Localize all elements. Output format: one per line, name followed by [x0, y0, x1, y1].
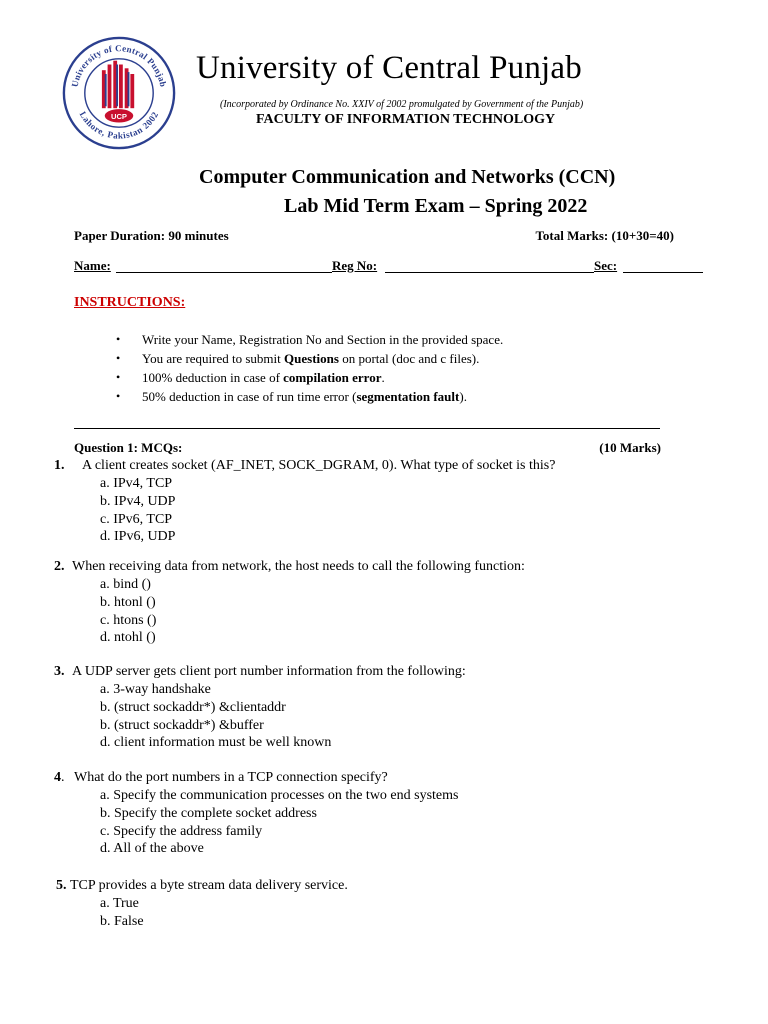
instruction-text: Write your Name, Registration No and Section in the provided space. — [142, 332, 504, 347]
instructions-heading: INSTRUCTIONS: — [74, 295, 186, 310]
answer-option[interactable]: b. (struct sockaddr*) &clientaddr — [100, 699, 286, 715]
answer-option[interactable]: d. client information must be well known — [100, 735, 332, 751]
question-text: A UDP server gets client port number information from the following: — [72, 664, 466, 679]
answer-option[interactable]: d. ntohl () — [100, 630, 156, 646]
bullet-icon: • — [116, 351, 121, 365]
instruction-text: You are required to submit Questions on portal (doc and c files). — [142, 351, 480, 366]
reg-no-label: Reg No: — [332, 258, 378, 273]
question-text: When receiving data from network, the host needs to call the following function: — [72, 559, 525, 574]
answer-option[interactable]: a. Specify the communication processes on the two end systems — [100, 788, 459, 803]
course-title: Computer Communication and Networks (CCN) — [199, 166, 616, 188]
university-name: University of Central Punjab — [196, 50, 582, 86]
answer-option[interactable]: b. (struct sockaddr*) &buffer — [100, 717, 264, 733]
question-number: 3. — [54, 664, 65, 679]
question-text: A client creates socket (AF_INET, SOCK_DGRAM, 0). What type of socket is this? — [82, 458, 556, 473]
question-text: TCP provides a byte stream data delivery service. — [70, 878, 348, 893]
divider-line — [74, 428, 660, 429]
question-number: 4. — [54, 770, 65, 785]
paper-duration: Paper Duration: 90 minutes — [74, 228, 229, 243]
answer-option[interactable]: a. True — [100, 896, 139, 911]
answer-option[interactable]: c. htons () — [100, 612, 157, 628]
question-number: 1. — [54, 458, 65, 473]
question-number: 5. — [56, 878, 67, 893]
section-title: Question 1: MCQs: — [74, 440, 183, 455]
reg-no-field[interactable] — [385, 272, 594, 273]
total-marks: Total Marks: (10+30=40) — [535, 228, 674, 243]
question-text: What do the port numbers in a TCP connection specify? — [74, 770, 388, 785]
answer-option[interactable]: c. Specify the address family — [100, 823, 263, 839]
faculty-name: FACULTY OF INFORMATION TECHNOLOGY — [256, 112, 556, 127]
answer-option[interactable]: b. Specify the complete socket address — [100, 805, 317, 821]
name-field[interactable] — [116, 272, 332, 273]
university-logo — [62, 36, 176, 150]
bullet-icon: • — [116, 332, 121, 346]
exam-title: Lab Mid Term Exam – Spring 2022 — [284, 195, 588, 217]
answer-option[interactable]: d. IPv6, UDP — [100, 529, 176, 545]
answer-option[interactable]: a. bind () — [100, 577, 151, 592]
name-label: Name: — [74, 258, 111, 273]
section-marks: (10 Marks) — [599, 440, 661, 455]
incorporation-note: (Incorporated by Ordinance No. XXIV of 2002 promulgated by Government of the Punjab) — [220, 99, 584, 110]
bullet-icon: • — [116, 389, 121, 403]
instruction-text: 50% deduction in case of run time error (segmentation fault). — [142, 389, 467, 404]
logo-ring-text-top: University of Central Punjab — [69, 43, 169, 88]
answer-option[interactable]: b. False — [100, 913, 144, 929]
answer-option[interactable]: d. All of the above — [100, 841, 204, 857]
bullet-icon: • — [116, 370, 121, 384]
logo-ring-text-bottom: Lahore, Pakistan 2002 — [77, 109, 161, 141]
answer-option[interactable]: a. 3-way handshake — [100, 682, 211, 697]
section-field[interactable] — [623, 272, 703, 273]
instruction-text: 100% deduction in case of compilation error. — [142, 370, 385, 385]
answer-option[interactable]: a. IPv4, TCP — [100, 476, 173, 491]
answer-option[interactable]: b. IPv4, UDP — [100, 493, 176, 509]
question-number: 2. — [54, 559, 65, 574]
section-label: Sec: — [594, 258, 618, 273]
answer-option[interactable]: b. htonl () — [100, 594, 156, 610]
logo-badge-text: UCP — [110, 112, 128, 122]
answer-option[interactable]: c. IPv6, TCP — [100, 511, 173, 527]
